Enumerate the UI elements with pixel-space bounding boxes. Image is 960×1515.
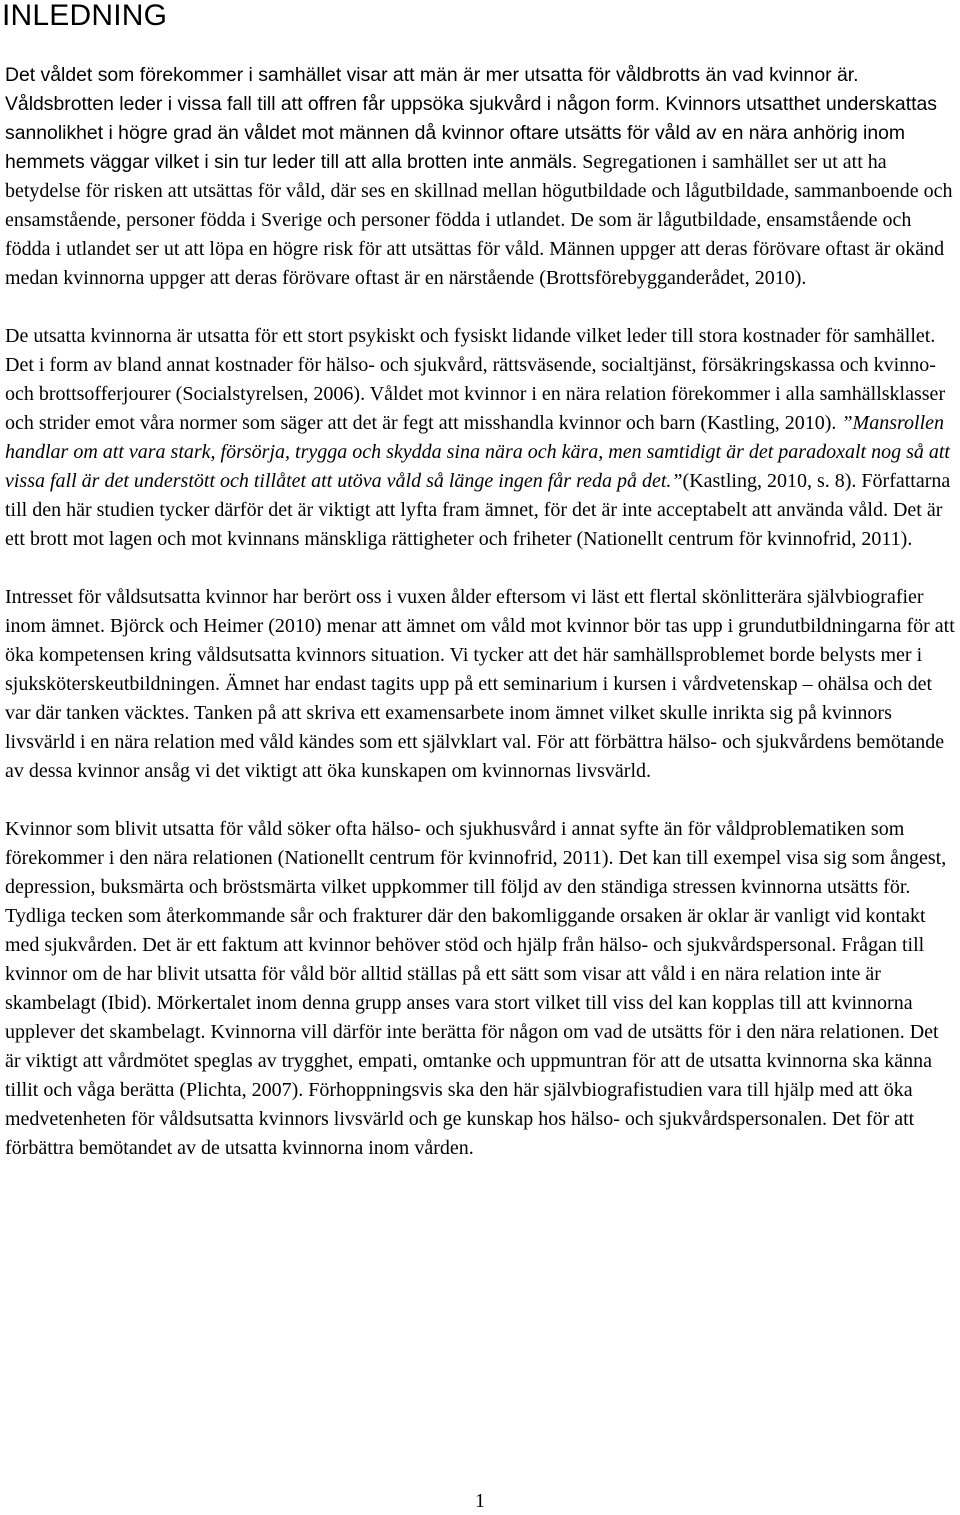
paragraph-4: Kvinnor som blivit utsatta för våld söker ofta hälso- och sjukhusvård i annat syfte än för våldproblematiken som förekommer i den nära relationen (Nationellt centrum för kvinnofrid, 2011). Det kan till exempel visa sig som ångest, depression, buksmärta och bröstsmärta vilket uppkommer till följd av den ständiga stressen kvinnorna utsätts för. Tydliga tecken som återkommande sår och frakturer där den bakomliggande orsaken är oklar är vanligt vid kontakt med sjukvården. Det är ett faktum att kvinnor behöver stöd och hjälp från hälso- och sjukvårdspersonal. Frågan till kvinnor om de har blivit utsatta för våld bör alltid ställas på ett sätt som visar att våld i en nära relation inte är skambelagt (Ibid). Mörkertalet inom denna grupp anses vara stort vilket till viss del kan kopplas till att kvinnorna upplever det skambelagt. Kvinnorna vill därför inte berätta för någon om vad de utsätts för i den nära relationen. Det är viktigt att vårdmötet speglas av trygghet, empati, omtanke och uppmuntran för att de utsatta kvinnorna ska känna tillit och våga berätta (Plichta, 2007). Förhoppningsvis ska den här självbiografistudien vara till hjälp med att öka medvetenheten för våldsutsatta kvinnors livsvärld och ge kunskap hos hälso- och sjukvårdspersonalen. Det för att förbättra bemötandet av de utsatta kvinnorna inom vården.	[5, 818, 947, 1159]
page-number: 1	[475, 1490, 485, 1512]
paragraph-2-text-before-quote: De utsatta kvinnorna är utsatta för ett stort psykiskt och fysiskt lidande vilket leder till stora kostnader för samhället. Det i form av bland annat kostnader för hälso- och sjukvård, rättsväsende, socialtjänst, försäkringskassa och kvinno- och brottsofferjourer (Socialstyrelsen, 2006). Våldet mot kvinnor i en nära relation förekommer i alla samhällsklasser och strider emot våra normer som säger att det är fegt att misshandla kvinnor och barn (Kastling, 2010).	[5, 325, 946, 434]
paragraph-1	[5, 61, 957, 293]
paragraph-1-sans-text: Det våldet som förekommer i samhället visar att män är mer utsatta för våldbrotts än vad kvinnor är. Våldsbrotten leder i vissa fall till att offren får uppsöka sjukvård i någon form. Kvinnors utsatthet underskattas sannolikhet i högre grad än våldet mot männen då kvinnor oftare utsätts för våld av en nära anhörig inom hemmets väggar vilket i sin tur leder till att alla brotten inte anmäls.	[5, 64, 937, 173]
paragraph-3: Intresset för våldsutsatta kvinnor har berört oss i vuxen ålder eftersom vi läst ett flertal skönlitterära självbiografier inom ämnet. Björck och Heimer (2010) menar att ämnet om våld mot kvinnor bör tas upp i grundutbildningarna för att öka kompetensen kring våldsutsatta kvinnors situation. Vi tycker att det här samhällsproblemet borde belysts mer i sjuksköterskeutbildningen. Ämnet har endast tagits upp på ett seminarium i kursen i vårdvetenskap – ohälsa och det var där tanken väcktes. Tanken på att skriva ett examensarbete inom ämnet vilket skulle inrikta sig på kvinnors livsvärld i en nära relation med våld kändes som ett självklart val. För att förbättra hälso- och sjukvårdens bemötande av dessa kvinnor ansåg vi det viktigt att öka kunskapen om kvinnornas livsvärld.	[5, 586, 955, 782]
paragraph-2-quote: ”Mansrollen handlar om att vara stark, försörja, trygga och skydda sina nära och kära, men samtidigt är det paradoxalt nog så att vissa fall är det understött och tillåtet att utöva våld så länge ingen får reda på det.”	[5, 412, 950, 492]
paragraph-1-serif-text: Segregationen i samhället ser ut att ha betydelse för risken att utsättas för våld, där ses en skillnad mellan högutbildade och lågutbildade, sammanboende och ensamstående, personer födda i Sverige och personer födda i utlandet. De som är lågutbildade, ensamstående och födda i utlandet ser ut att löpa en högre risk för att utsättas för våld. Männen uppger att deras förövare oftast är okänd medan kvinnorna uppger att deras förövare oftast är en närstående (Brottsförebygganderådet, 2010).	[5, 151, 953, 289]
paragraph-2-text-after-quote: (Kastling, 2010, s. 8). Författarna till den här studien tycker därför det är viktigt att lyfta fram ämnet, för det är inte acceptabelt att använda våld. Det är ett brott mot lagen och mot kvinnans mänskliga rättigheter och friheter (Nationellt centrum för kvinnofrid, 2011).	[5, 470, 951, 550]
paragraph-2	[5, 322, 957, 554]
document-body	[5, 61, 957, 1192]
page-title: INLEDNING	[2, 0, 168, 32]
